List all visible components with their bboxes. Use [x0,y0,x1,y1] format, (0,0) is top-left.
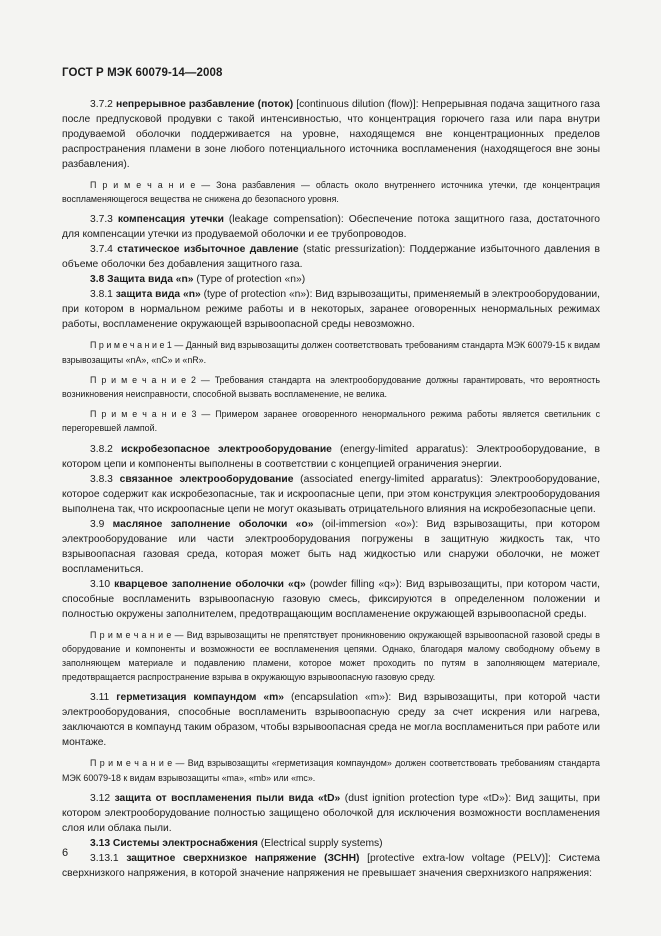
note-1: П р и м е ч а н и е 1 — Данный вид взрывозащиты должен соответствовать требованиям стандарта МЭК 60079-15 к видам взрывозащиты «nA», «nC» и «nR». [62,340,600,365]
term: защитное сверхнизкое напряжение (ЗСНН) [126,852,360,864]
term: связанное электрооборудование [119,473,294,485]
term: непрерывное разбавление (поток) [115,99,294,110]
page-number: 6 [62,847,69,859]
definition-3-8-3: 3.8.3 связанное электрооборудование (associated energy-limited apparatus): Электрооборудование, которое содержит как искробезопасные, так и искроопасные цепи, при этом конструкция электрооборудования выполнена так, что искроопасные цепи не могут оказывать отрицательного влияния на искробезопасные цепи. [62,473,600,515]
definition-3-12: 3.12 защита от воспламенения пыли вида «tD» (dust ignition protection type «tD»): Вид защиты, при котором электрооборудование полностью защищено оболочкой для исключения возможности воспламенения слоя или облака пыли. [62,792,600,834]
note: П р и м е ч а н и е — Вид взрывозащиты не препятствует проникновению окружающей взрывоопасной газовой среды в оборудование и компоненты и возможности ее воспламенения цепями. Однако, благодаря малому свободному объему в заполняющем материале и подавлению пламени, которое может проходить по путям в заполняющем материале, предотвращается распространение взрыва в окружающую взрывоопасную газовую среду. [62,629,600,683]
note-label: П р и м е ч а н и е [90,409,187,420]
term: защита вида «n» [115,289,201,301]
definition-3-11: 3.11 герметизация компаундом «m» (encapsulation «m»): Вид взрывозащиты, при которой части электрооборудования, способные воспламенить взрывоопасную среду за счет искрения или нагрева, заключаются в компаунд таким образом, чтобы взрывоопасная среда не могла воспламениться при работе или монтаже. [62,692,601,749]
definition-3-7-3: 3.7.3 компенсация утечки (leakage compensation): Обеспечение потока защитного газа, достаточного для компенсации утечки из продуваемой оболочки и ее трубопроводов. [62,214,601,241]
definition-3-8-2: 3.8.2 искробезопасное электрооборудование (energy-limited apparatus): Электрооборудование, в котором цепи и компоненты выполнены в соответствии с концепцией ограничения энергии. [62,443,600,470]
note-label: П р и м е ч а н и е [90,758,173,769]
note: П р и м е ч а н и е — Вид взрывозащиты «герметизация компаундом» должен соответствовать требованиям стандарта МЭК 60079-18 к видам взрывозащиты «ma», «mb» или «mc». [62,758,600,783]
definition-3-7-4: 3.7.4 статическое избыточное давление (static pressurization): Поддержание избыточного давления в объеме оболочки без добавления защитного газа. [62,244,600,271]
definition-3-8-1: 3.8.1 защита вида «n» (type of protection «n»): Вид взрывозащиты, применяемый в электрооборудовании, при котором в нормальном режиме работы и в некоторых, заранее оговоренных ненормальных режимах работы, воспламенение окружающей взрывоопасной среды невозможно. [62,289,601,331]
note: П р и м е ч а н и е — Зона разбавления — область около внутреннего источника утечки, где концентрация воспламеняющегося вещества не снижена до безопасного уровня. [62,180,600,205]
term: кварцевое заполнение оболочки «q» [114,578,306,590]
document-header: ГОСТ Р МЭК 60079-14—2008 [62,67,223,79]
term: компенсация утечки [117,214,224,226]
section-title: 3.8 Защита вида «n» [90,274,194,286]
note-label: П р и м е ч а н и е [90,629,172,640]
definition-3-10: 3.10 кварцевое заполнение оболочки «q» (powder filling «q»): Вид взрывозащиты, при котором части, способные воспламенить взрывоопасную газовую смесь, фиксируются в определенном положении и полностью окружены заполнителем, предотвращающим воспламенение окружающей взрывоопасной среды. [62,578,601,620]
term: масляное заполнение оболочки «о» [112,518,314,530]
term: статическое избыточное давление [117,244,299,256]
term: герметизация компаундом «m» [116,692,284,704]
section-3-8-heading: 3.8 Защита вида «n» (Type of protection «n») [90,274,306,286]
note-label: П р и м е ч а н и е [90,374,187,385]
term: защита от воспламенения пыли вида «tD» [114,792,341,804]
section-3-13-heading: 3.13 Системы электроснабжения (Electrical supply systems) [90,837,383,849]
document-body [62,97,600,881]
note-2: П р и м е ч а н и е 2 — Требования стандарта на электрооборудование должны гарантировать, что вероятность возникновения неисправности, способной вызвать воспламенение, не велика. [62,374,600,400]
section-title: 3.13 Системы электроснабжения [90,837,258,849]
definition-3-13-1: 3.13.1 защитное сверхнизкое напряжение (ЗСНН) [protective extra-low voltage (PELV)]: Система сверхнизкого напряжения, в которой значение напряжения не превышает значения сверхнизкого напряжения: [62,852,600,879]
note-3: П р и м е ч а н и е 3 — Примером заранее оговоренного ненормального режима работы является светильник с перегоревшей лампой. [62,409,601,434]
note-label: П р и м е ч а н и е [90,180,196,190]
note-label: П р и м е ч а н и е [90,340,165,351]
term: искробезопасное электрооборудование [120,443,332,455]
definition-3-9: 3.9 масляное заполнение оболочки «о» (oil-immersion «о»): Вид взрывозащиты, при котором электрооборудование или части электрооборудования погружены в защитную жидкость так, что взрывоопасная газовая среда, которая может быть над жидкостью или снаружи оболочки, не может воспламениться. [62,518,600,575]
definition-3-7-2: 3.7.2 непрерывное разбавление (поток) [continuous dilution (flow)]: Непрерывная подача защитного газа после предпусковой продувки с такой интенсивностью, что концентрация горючего газа или пара внутри продуваемой оболочки поддерживается на уровне, находящемся вне концентрационных пределов распространения пламени в зоне любого потенциального источника воспламенения (находящегося вне зоны разбавления). [62,99,600,170]
